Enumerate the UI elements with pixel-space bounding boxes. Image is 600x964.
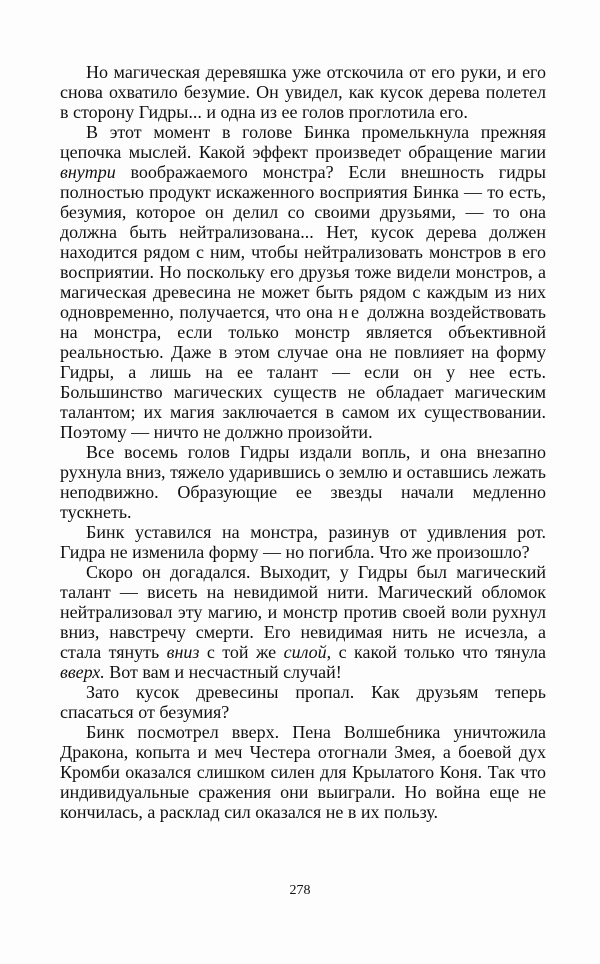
paragraph-2-spaced-ne: не [338, 302, 363, 322]
page-number: 278 [289, 883, 311, 898]
paragraph-5-italic-force: силой [283, 642, 327, 662]
paragraph-5 [60, 562, 546, 682]
paragraph-5-text-c: с той же [199, 642, 284, 662]
paragraph-2-italic-inside: внутри [60, 162, 116, 182]
paragraph-7 [60, 722, 546, 822]
paragraph-6-text: Зато кусок древесины пропал. Как друзьям теперь спасаться от безумия? [60, 682, 546, 722]
paragraph-4-text: Бинк уставился на монстра, разинув от удивления рот. Гидра не изменила форму — но погибла. Что же произошло? [60, 522, 546, 562]
page-text-block [60, 62, 546, 822]
paragraph-1 [60, 62, 546, 122]
paragraph-7-text: Бинк посмотрел вверх. Пена Волшебника уничтожила Дракона, копыта и меч Честера отогнали Змея, а боевой дух Кромби оказался слишком силен для Крылатого Коня. Так что индивидуальные сражения они выиграли. Но война еще не кончилась, а расклад сил оказался не в их пользу. [60, 722, 546, 822]
paragraph-4 [60, 522, 546, 562]
paragraph-5-text-a: Скоро он догадался. Выходит, у Гидры был магический талант — висеть на невидимой нити. Магический обломок нейтрализовал эту магию, и монстр против своей воли рухнул вниз, навстречу смерти. Его невидимая нить не исчезла, а стала тянуть [60, 562, 546, 662]
paragraph-1-text: Но магическая деревяшка уже отскочила от его руки, и его снова охватило безумие. Он увидел, как кусок дерева полетел в сторону Гидры... и одна из ее голов проглотила его. [60, 62, 546, 122]
paragraph-5-text-e: , с какой только что тянула [326, 642, 546, 662]
paragraph-2-text-a: В этот момент в голове Бинка промелькнула прежняя цепочка мыслей. Какой эффект произведет обращение магии [60, 122, 546, 162]
paragraph-2-text-e: должна воздействовать на монстра, если только монстр является объективной реальностью. Даже в этом случае она не повлияет на форму Гидры, а лишь на ее талант — если он у нее есть. Большинство магических существ не обладает магическим талантом; их магия заключается в самом их существовании. Поэтому — ничто не должно произойти. [60, 302, 546, 442]
paragraph-3-text: Все восемь голов Гидры издали вопль, и она внезапно рухнула вниз, тяжело ударившись о землю и оставшись лежать неподвижно. Образующие ее звезды начали медленно тускнеть. [60, 442, 546, 522]
paragraph-5-italic-down: вниз [166, 642, 200, 662]
paragraph-6 [60, 682, 546, 722]
paragraph-3 [60, 442, 546, 522]
paragraph-5-italic-up: вверх. [60, 662, 105, 682]
paragraph-2-text-c: воображаемого монстра? Если внешность гидры полностью продукт искаженного восприятия Бинка — то есть, безумия, которое он делил со своими друзьями, — то она должна быть нейтрализована... Нет, кусок дерева должен находится рядом с ним, чтобы нейтрализовать монстров в его восприятии. Но поскольку его друзья тоже видели монстров, а магическая древесина не может быть рядом с каждым из них одновременно, получается, что она [60, 162, 546, 322]
paragraph-5-text-g: Вот вам и несчастный случай! [104, 662, 342, 682]
paragraph-2 [60, 122, 546, 442]
